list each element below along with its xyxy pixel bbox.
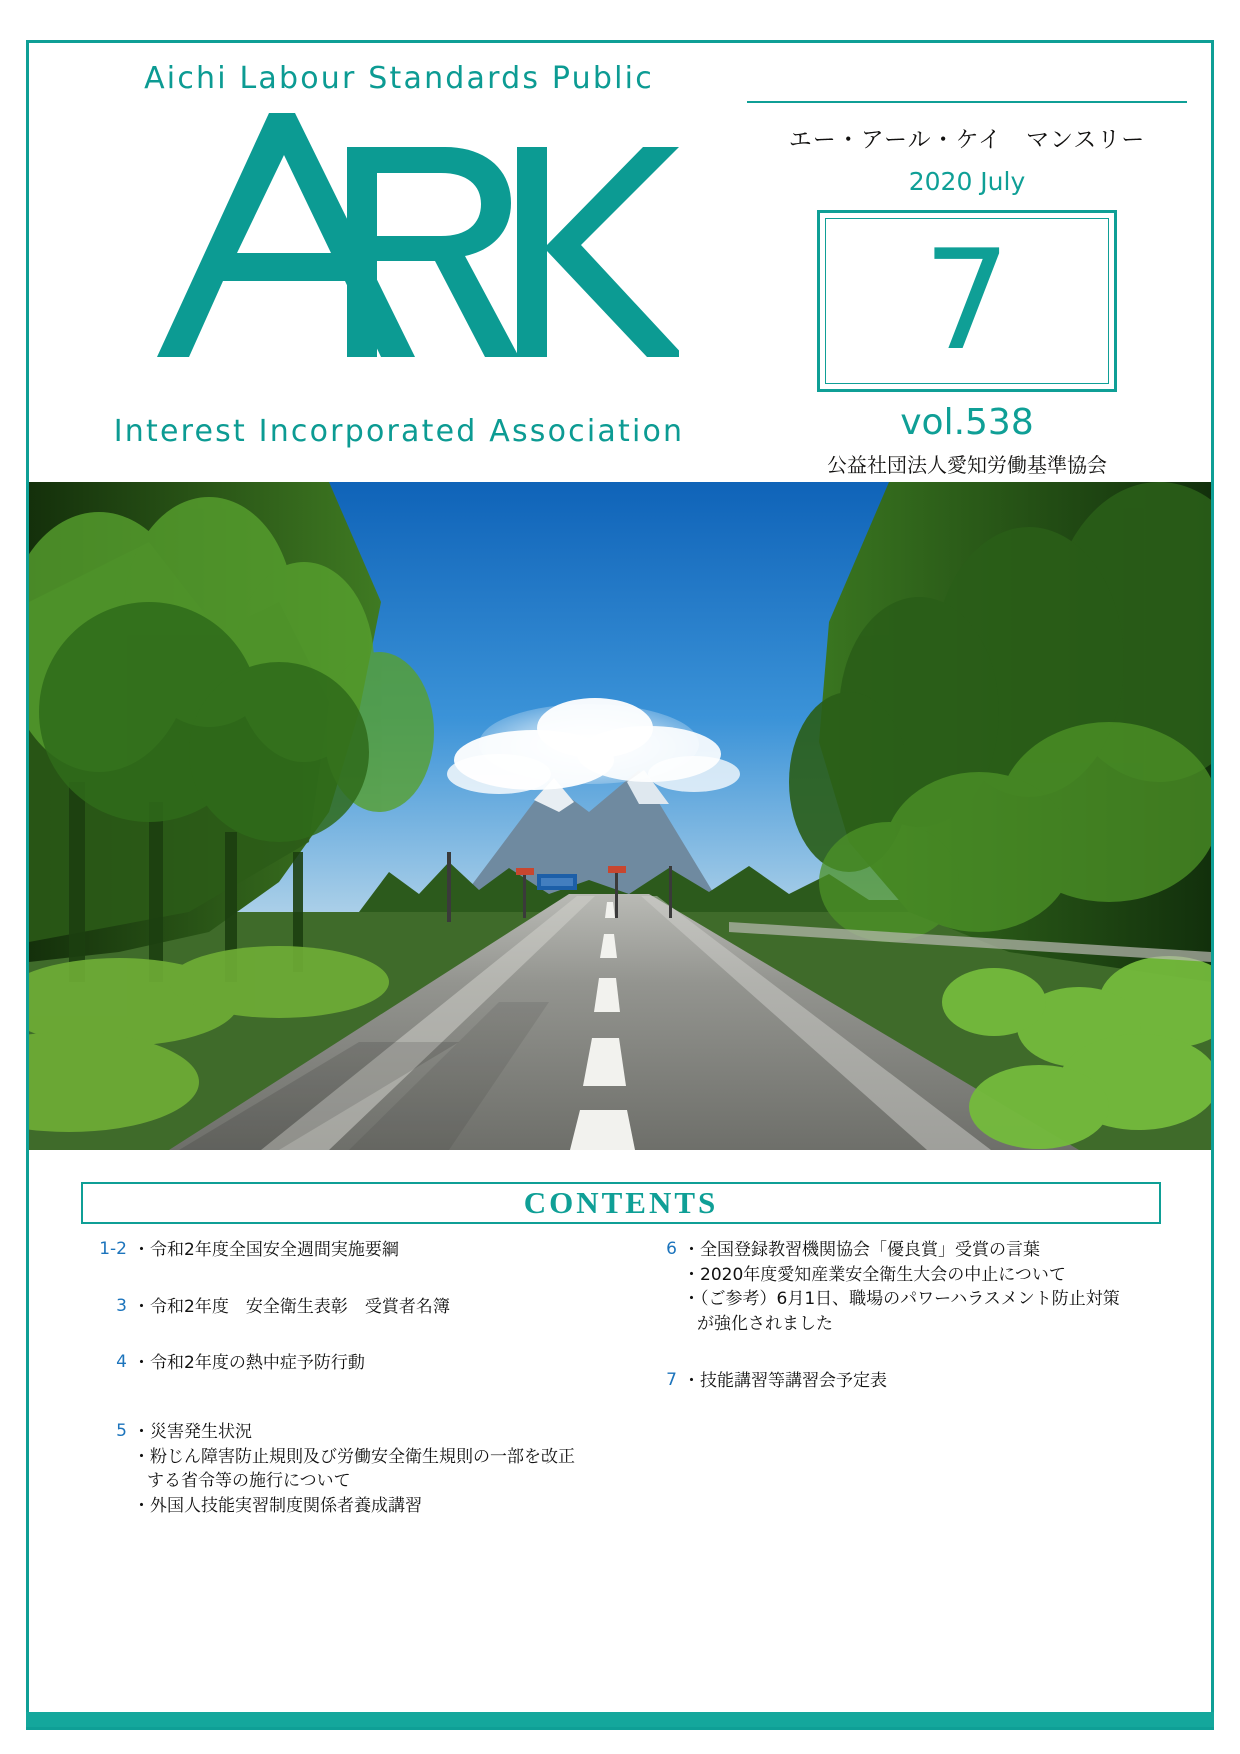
toc-line: ・2020年度愛知産業安全衛生大会の中止について (683, 1264, 1066, 1285)
contents-right-column (631, 1238, 1163, 1532)
toc-line: ・外国人技能実習制度関係者養成講習 (133, 1495, 422, 1516)
spacer (81, 1277, 613, 1295)
toc-entry[interactable] (81, 1295, 613, 1320)
toc-line: ・（ご参考）6月1日、職場のパワーハラスメント防止対策 (683, 1289, 1120, 1310)
toc-page-number: 7 (666, 1369, 677, 1390)
spacer (81, 1390, 613, 1420)
toc-line: ・災害発生状況 (133, 1421, 252, 1442)
toc-entry-lines (677, 1369, 1163, 1394)
toc-line: する省令等の施行について (147, 1471, 351, 1492)
masthead (29, 43, 1211, 481)
toc-page-number: 6 (666, 1239, 677, 1259)
toc-entry-lines (127, 1295, 613, 1320)
toc-page-number: 3 (116, 1295, 127, 1316)
cover-photo (29, 482, 1211, 1150)
toc-entry-lines (127, 1351, 613, 1376)
contents-section (29, 1152, 1211, 1710)
toc-line: ・粉じん障害防止規則及び労働安全衛生規則の一部を改正 (133, 1446, 575, 1467)
issue-number-box (817, 210, 1117, 392)
ark-logo (69, 95, 729, 385)
toc-entry[interactable] (81, 1420, 613, 1519)
issue-organization: 公益社団法人愛知労働基準協会 (827, 453, 1107, 477)
toc-entry-lines (127, 1238, 613, 1263)
bottom-accent-bar (26, 1712, 1214, 1727)
issue-block (747, 101, 1187, 477)
toc-entry-lines (677, 1238, 1163, 1337)
issue-year-month: 2020 July (908, 167, 1026, 196)
contents-title: CONTENTS (523, 1185, 719, 1220)
toc-entry[interactable] (631, 1369, 1163, 1394)
toc-entry[interactable] (81, 1238, 613, 1263)
toc-page-number: 4 (116, 1352, 127, 1373)
toc-line: ・令和2年度 安全衛生表彰 受賞者名簿 (133, 1296, 450, 1317)
toc-entry[interactable] (81, 1351, 613, 1376)
toc-line: ・技能講習等講習会予定表 (683, 1370, 887, 1391)
contents-left-column (81, 1238, 613, 1532)
spacer (631, 1351, 1163, 1369)
issue-number: 7 (923, 220, 1011, 381)
contents-columns (81, 1238, 1181, 1532)
contents-title-box (81, 1182, 1161, 1224)
toc-page-number: 5 (116, 1420, 127, 1441)
toc-line: ・令和2年度全国安全週間実施要綱 (133, 1240, 399, 1260)
toc-entry[interactable] (631, 1238, 1163, 1337)
toc-entry-lines (127, 1420, 613, 1519)
toc-line: ・全国登録教習機関協会「優良賞」受賞の言葉 (683, 1240, 1040, 1260)
toc-page-number: 1-2 (99, 1239, 127, 1259)
spacer (81, 1333, 613, 1351)
publisher-top-line: Aichi Labour Standards Public (144, 61, 654, 96)
publisher-bottom-line: Interest Incorporated Association (113, 414, 685, 449)
toc-line: が強化されました (697, 1313, 833, 1334)
issue-top-rule (747, 101, 1187, 103)
toc-line: ・令和2年度の熱中症予防行動 (133, 1353, 365, 1374)
issue-kana-title: エー・アール・ケイ マンスリー (788, 127, 1146, 153)
masthead-title-block (69, 61, 729, 461)
issue-volume: vol.538 (900, 402, 1034, 443)
